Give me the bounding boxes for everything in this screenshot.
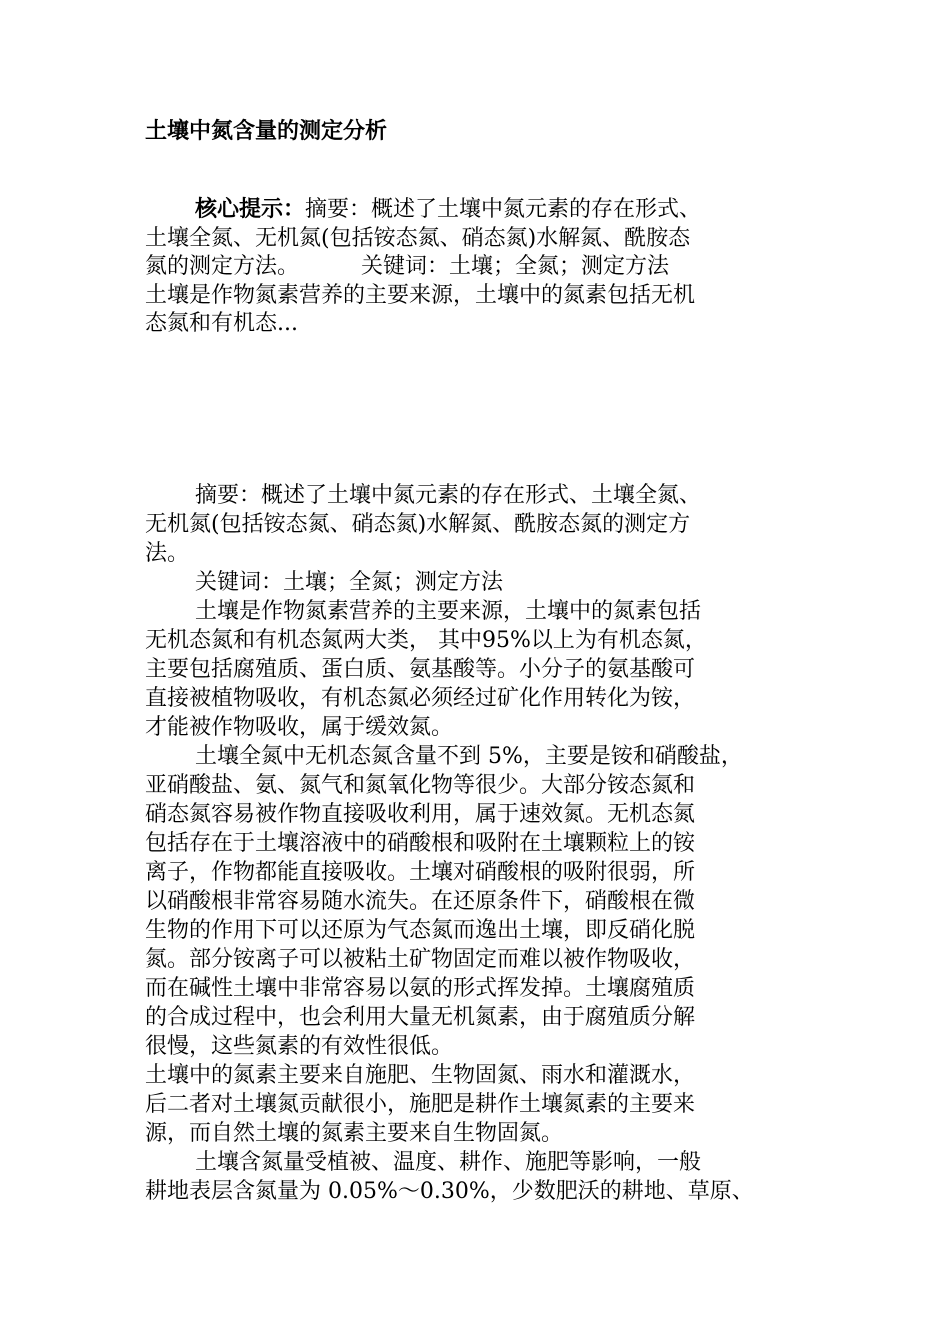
body-line: 主要包括腐殖质、蛋白质、氨基酸等。小分子的氨基酸可 xyxy=(145,657,696,682)
body-line: 耕地表层含氮量为 0.05%～0.30%，少数肥沃的耕地、草原、 xyxy=(145,1179,754,1204)
summary-keywords: 关键词：土壤；全氮；测定方法 xyxy=(361,254,670,279)
body-line: 无机氮(包括铵态氮、硝态氮)水解氮、酰胺态氮的测定方 xyxy=(145,512,691,537)
summary-line: 态氮和有机态... xyxy=(145,311,298,336)
summary-label: 核心提示： xyxy=(195,197,306,222)
body-line: 亚硝酸盐、氨、氮气和氮氧化物等很少。大部分铵态氮和 xyxy=(145,773,696,798)
body-line: 以硝酸根非常容易随水流失。在还原条件下，硝酸根在微 xyxy=(145,889,696,914)
body-line: 包括存在于土壤溶液中的硝酸根和吸附在土壤颗粒上的铵 xyxy=(145,831,696,856)
body-line: 离子，作物都能直接吸收。土壤对硝酸根的吸附很弱，所 xyxy=(145,860,696,885)
body-line: 很慢，这些氮素的有效性很低。 xyxy=(145,1034,454,1059)
body-line: 才能被作物吸收，属于缓效氮。 xyxy=(145,715,454,740)
body-line: 直接被植物吸收，有机态氮必须经过矿化作用转化为铵， xyxy=(145,686,696,711)
core-summary xyxy=(145,196,825,339)
body-line: 后二者对土壤氮贡献很小，施肥是耕作土壤氮素的主要来 xyxy=(145,1092,696,1117)
summary-line xyxy=(145,253,825,282)
body-line: 硝态氮容易被作物直接吸收利用，属于速效氮。无机态氮 xyxy=(145,802,696,827)
summary-line xyxy=(145,196,825,225)
body-line: 土壤全氮中无机态氮含量不到 5%，主要是铵和硝酸盐， xyxy=(195,744,743,769)
body-line: 而在碱性土壤中非常容易以氨的形式挥发掉。土壤腐殖质 xyxy=(145,976,696,1001)
body-line: 关键词：土壤；全氮；测定方法 xyxy=(195,570,504,595)
body-line: 氮。部分铵离子可以被粘土矿物固定而难以被作物吸收， xyxy=(145,947,696,972)
body-line: 法。 xyxy=(145,541,190,566)
body-line: 土壤中的氮素主要来自施肥、生物固氮、雨水和灌溉水， xyxy=(145,1063,696,1088)
summary-line: 土壤是作物氮素营养的主要来源，土壤中的氮素包括无机 xyxy=(145,282,696,308)
summary-line: 土壤全氮、无机氮(包括铵态氮、硝态氮)水解氮、酰胺态 xyxy=(145,225,691,251)
body-line: 土壤含氮量受植被、温度、耕作、施肥等影响，一般 xyxy=(195,1150,702,1175)
document-title: 土壤中氮含量的测定分析 xyxy=(145,119,388,144)
body-line: 摘要：概述了土壤中氮元素的存在形式、土壤全氮、 xyxy=(195,483,702,508)
body-line: 源，而自然土壤的氮素主要来自生物固氮。 xyxy=(145,1121,564,1146)
summary-text: 摘要：概述了土壤中氮元素的存在形式、 xyxy=(305,197,702,222)
body-line: 无机态氮和有机态氮两大类， 其中95%以上为有机态氮， xyxy=(145,628,707,653)
body-line: 土壤是作物氮素营养的主要来源，土壤中的氮素包括 xyxy=(195,599,702,624)
body-line: 的合成过程中，也会利用大量无机氮素，由于腐殖质分解 xyxy=(145,1005,696,1030)
body-line: 生物的作用下可以还原为气态氮而逸出土壤，即反硝化脱 xyxy=(145,918,696,943)
summary-text: 氮的测定方法。 xyxy=(145,254,300,279)
document-body xyxy=(145,481,825,1206)
